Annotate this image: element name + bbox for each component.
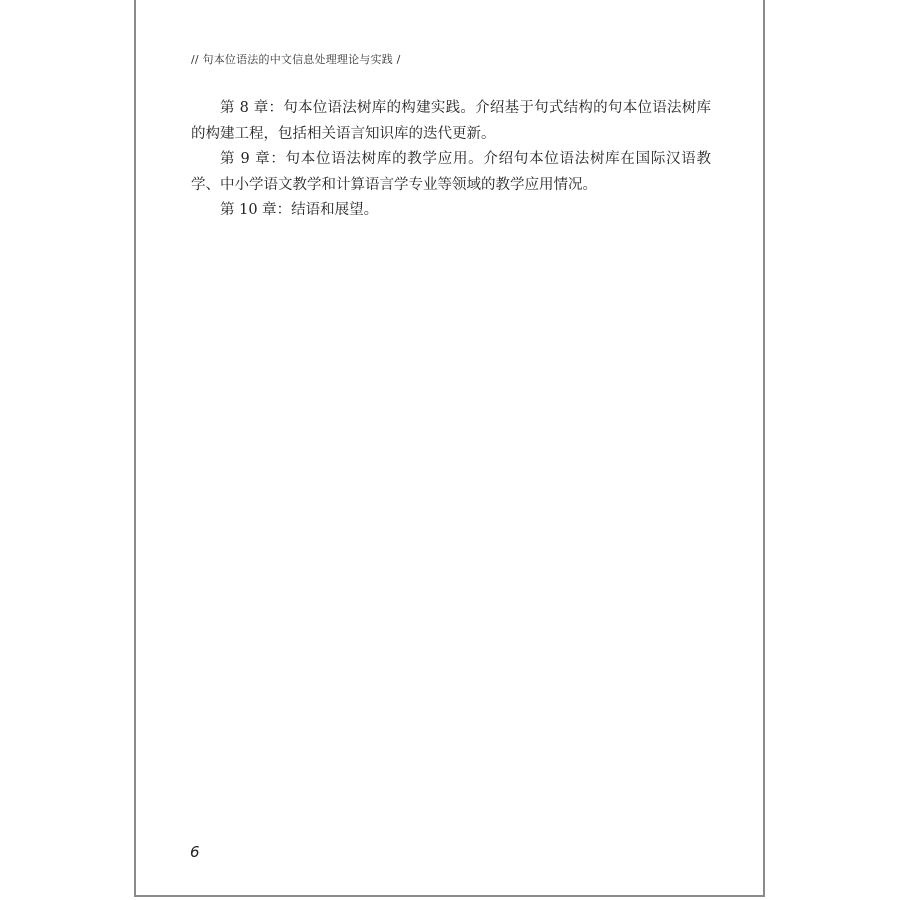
running-header: // 句本位语法的中文信息处理理论与实践 / — [191, 53, 401, 66]
paragraph-chapter-9: 第 9 章：句本位语法树库的教学应用。介绍句本位语法树库在国际汉语教学、中小学语文教学和计算语言学专业等领域的教学应用情况。 — [191, 151, 711, 193]
page-number: 6 — [190, 843, 200, 861]
page-body — [191, 96, 711, 224]
paragraph-chapter-10: 第 10 章：结语和展望。 — [220, 202, 379, 218]
paragraph-chapter-8: 第 8 章：句本位语法树库的构建实践。介绍基于句式结构的句本位语法树库的构建工程，包括相关语言知识库的迭代更新。 — [191, 100, 711, 142]
